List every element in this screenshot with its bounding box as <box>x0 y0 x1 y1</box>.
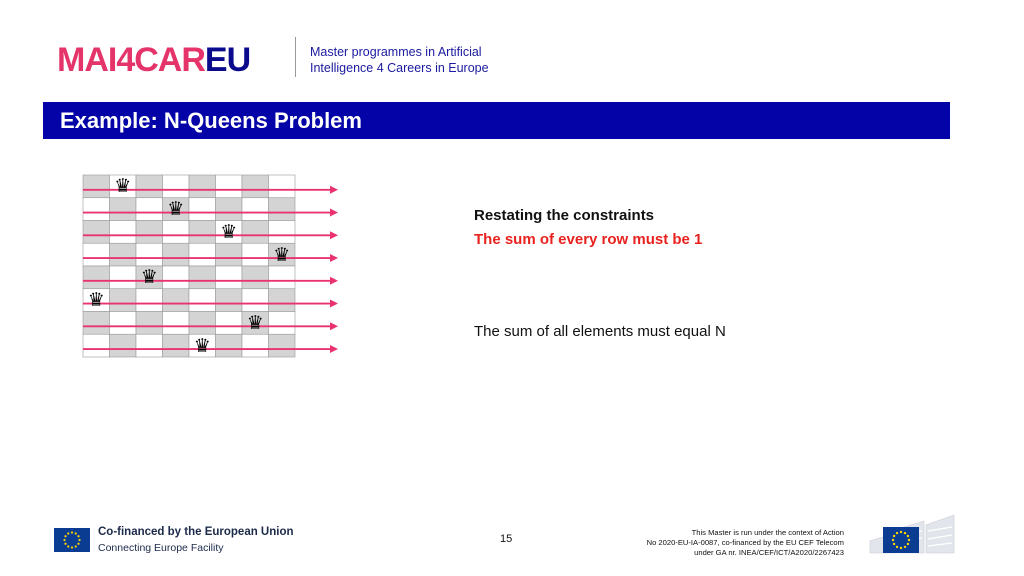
board-square <box>110 266 137 289</box>
row-constraint-text: The sum of every row must be 1 <box>474 231 703 248</box>
board-square <box>136 243 163 266</box>
row-arrow-head <box>330 322 338 330</box>
board-square <box>189 175 216 198</box>
board-square <box>136 198 163 221</box>
row-arrow-head <box>330 231 338 239</box>
eu-star <box>900 547 902 549</box>
board-square <box>269 198 296 221</box>
row-arrow-head <box>330 277 338 285</box>
queen-icon: ♛ <box>167 198 185 221</box>
board-square <box>242 198 269 221</box>
eu-star <box>75 532 77 534</box>
page-number: 15 <box>500 533 513 545</box>
board-square <box>216 243 243 266</box>
board-square <box>83 221 110 244</box>
queen-icon: ♛ <box>193 334 211 357</box>
slide-title: Example: N-Queens Problem <box>60 108 362 133</box>
queen-icon: ♛ <box>246 311 264 334</box>
footer-note-line-2: No 2020-EU-IA-0087, co-financed by the EU CEF Telecom <box>646 538 844 547</box>
board-square <box>216 334 243 357</box>
mai4careu-logo: MAI4CAREU <box>57 41 251 79</box>
queen-icon: ♛ <box>87 289 105 312</box>
queen-icon: ♛ <box>220 220 238 243</box>
row-arrow-head <box>330 209 338 217</box>
eu-star <box>904 532 906 534</box>
row-arrow-head <box>330 186 338 194</box>
board-square <box>110 289 137 312</box>
header-tagline <box>310 44 489 76</box>
board-square <box>242 289 269 312</box>
eu-star <box>64 543 66 545</box>
board-square <box>269 289 296 312</box>
board-square <box>242 175 269 198</box>
header-divider <box>295 37 296 77</box>
board-square <box>242 266 269 289</box>
board-square <box>242 334 269 357</box>
eu-star <box>71 531 73 533</box>
eu-star <box>904 546 906 548</box>
board-square <box>163 334 190 357</box>
board-square <box>189 221 216 244</box>
eu-star <box>908 539 910 541</box>
eu-flag-icon <box>54 528 90 552</box>
eu-star <box>893 535 895 537</box>
eu-star <box>893 543 895 545</box>
board-square <box>83 243 110 266</box>
footer-note-line-1: This Master is run under the context of Action <box>691 528 844 537</box>
board-square <box>136 221 163 244</box>
board-square <box>269 221 296 244</box>
slide-title-bar <box>43 102 950 139</box>
eu-star <box>64 535 66 537</box>
board-square <box>136 312 163 335</box>
board-square <box>110 334 137 357</box>
european-commission-logo <box>866 513 958 557</box>
eu-star <box>896 532 898 534</box>
eu-star <box>77 535 79 537</box>
board-square <box>216 289 243 312</box>
eu-star <box>78 539 80 541</box>
board-square <box>163 243 190 266</box>
eu-star <box>67 545 69 547</box>
queen-icon: ♛ <box>140 266 158 289</box>
board-square <box>189 312 216 335</box>
eu-star <box>71 546 73 548</box>
board-square <box>216 198 243 221</box>
eu-star <box>67 532 69 534</box>
board-square <box>163 312 190 335</box>
board-square <box>216 266 243 289</box>
board-square <box>189 243 216 266</box>
board-square <box>189 266 216 289</box>
cofinanced-text: Co-financed by the European Union <box>98 526 294 538</box>
row-arrow-head <box>330 300 338 308</box>
eu-star <box>896 546 898 548</box>
board-square <box>163 221 190 244</box>
eu-star <box>900 531 902 533</box>
eu-star <box>63 539 65 541</box>
board-square <box>136 289 163 312</box>
board-square <box>136 334 163 357</box>
constraints-heading: Restating the constraints <box>474 207 655 224</box>
board-square <box>83 312 110 335</box>
board-square <box>110 312 137 335</box>
row-arrow-head <box>330 345 338 353</box>
eu-star <box>907 535 909 537</box>
board-square <box>83 198 110 221</box>
board-square <box>136 175 163 198</box>
footer-note-line-3: under GA nr. INEA/CEF/ICT/A2020/2267423 <box>694 548 844 557</box>
eu-star <box>907 543 909 545</box>
board-square <box>163 289 190 312</box>
board-square <box>269 312 296 335</box>
board-square <box>110 198 137 221</box>
board-square <box>110 243 137 266</box>
queen-icon: ♛ <box>114 175 132 198</box>
board-square <box>83 334 110 357</box>
queen-icon: ♛ <box>273 243 291 266</box>
row-arrow-head <box>330 254 338 262</box>
board-square <box>83 266 110 289</box>
board-square <box>242 243 269 266</box>
footer-note <box>610 528 844 558</box>
board-square <box>242 221 269 244</box>
total-constraint-text: The sum of all elements must equal N <box>474 323 726 340</box>
board-square <box>163 175 190 198</box>
board-square <box>110 221 137 244</box>
board-square <box>269 175 296 198</box>
board-square <box>269 334 296 357</box>
board-square <box>269 266 296 289</box>
board-square <box>216 312 243 335</box>
board-square <box>83 175 110 198</box>
facility-text: Connecting Europe Facility <box>98 542 224 554</box>
board-square <box>189 289 216 312</box>
tagline-line-1: Master programmes in Artificial <box>310 45 482 59</box>
board-graphic <box>83 175 353 360</box>
tagline-line-2: Intelligence 4 Careers in Europe <box>310 61 489 75</box>
board-square <box>163 266 190 289</box>
n-queens-board <box>83 175 295 357</box>
eu-star <box>892 539 894 541</box>
eu-star <box>75 545 77 547</box>
board-square <box>216 175 243 198</box>
board-square <box>189 198 216 221</box>
eu-star <box>77 543 79 545</box>
